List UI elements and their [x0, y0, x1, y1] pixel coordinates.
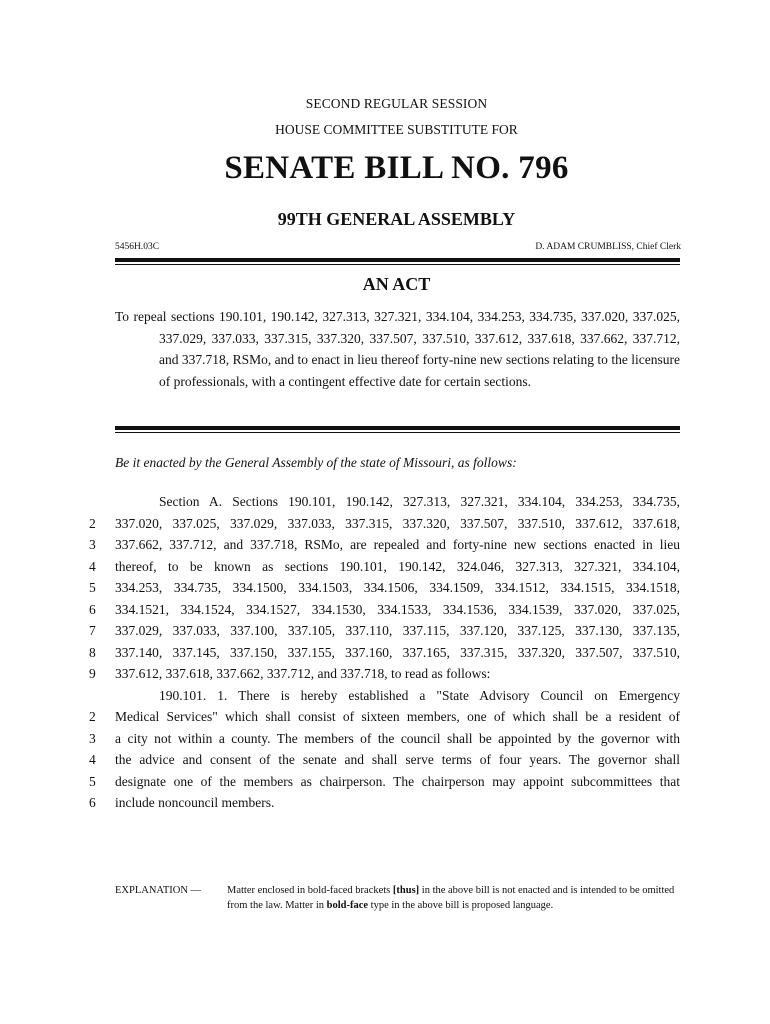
bill-line: [0, 577, 770, 599]
bill-line: [0, 792, 770, 814]
bill-line: [0, 771, 770, 793]
line-number: 8: [89, 644, 96, 660]
line-text: a city not within a county. The members of the council shall be appointed by the governor with: [115, 730, 680, 746]
bill-line: [0, 534, 770, 556]
purpose-rule-thin: [115, 432, 680, 433]
bold-face-example: bold-face: [326, 900, 369, 911]
line-text: include noncouncil members.: [115, 795, 275, 810]
line-text: 337.662, 337.712, and 337.718, RSMo, are repealed and forty-nine new sections enacted in lieu: [115, 537, 680, 552]
session-heading: SECOND REGULAR SESSION: [305, 96, 488, 111]
explanation-text: Matter enclosed in bold-faced brackets [thus] in the above bill is not enacted and is intended to be omitted from the law. Matter in bold-face type in the above bill is proposed language.: [227, 885, 675, 911]
line-number: 3: [89, 537, 96, 552]
bill-line: [0, 663, 770, 685]
line-text: 190.101. 1. There is hereby established a "State Advisory Council on Emergency: [159, 687, 680, 703]
header-rule-thick: [115, 258, 680, 262]
bill-line: [0, 728, 770, 750]
assembly-heading: 99TH GENERAL ASSEMBLY: [277, 209, 516, 229]
line-number: 6: [89, 601, 96, 617]
bill-line: [0, 599, 770, 621]
act-heading: AN ACT: [362, 274, 431, 294]
chief-clerk: D. ADAM CRUMBLISS, Chief Clerk: [535, 242, 681, 252]
bill-line: [0, 706, 770, 728]
line-text: 337.020, 337.025, 337.029, 337.033, 337.315, 337.320, 337.507, 337.510, 337.612, 337.618,: [115, 515, 680, 531]
line-text: 337.029, 337.033, 337.100, 337.105, 337.110, 337.115, 337.120, 337.125, 337.130, 337.135,: [115, 623, 680, 638]
bill-line: [0, 685, 770, 707]
line-number: 2: [89, 515, 96, 531]
bill-line: [0, 749, 770, 771]
line-text: 337.612, 337.618, 337.662, 337.712, and 337.718, to read as follows:: [115, 666, 491, 681]
line-number: 3: [89, 730, 96, 746]
line-text: Section A. Sections 190.101, 190.142, 327.313, 327.321, 334.104, 334.253, 334.735,: [159, 494, 680, 509]
bill-line: [0, 513, 770, 535]
line-number: 9: [89, 666, 96, 681]
bill-line: [0, 491, 770, 513]
line-text: 334.1521, 334.1524, 334.1527, 334.1530, 334.1533, 334.1536, 334.1539, 337.020, 337.025,: [115, 601, 680, 617]
line-number: 2: [89, 709, 96, 724]
line-number: 5: [89, 580, 96, 595]
document-code: 5456H.03C: [115, 242, 160, 252]
line-number: 7: [89, 623, 96, 638]
bill-line: [0, 556, 770, 578]
line-text: 334.253, 334.735, 334.1500, 334.1503, 334.1506, 334.1509, 334.1512, 334.1515, 334.1518,: [115, 580, 680, 595]
line-text: the advice and consent of the senate and shall serve terms of four years. The governor shall: [115, 752, 680, 767]
bill-title: SENATE BILL NO. 796: [224, 150, 569, 186]
bracket-example: [thus]: [392, 885, 420, 896]
line-text: Medical Services" which shall consist of sixteen members, one of which shall be a resident of: [115, 709, 680, 724]
line-text: thereof, to be known as sections 190.101, 190.142, 324.046, 327.313, 327.321, 334.104,: [115, 558, 680, 574]
bill-line: [0, 620, 770, 642]
enacting-clause: Be it enacted by the General Assembly of the state of Missouri, as follows:: [115, 455, 517, 470]
line-text: designate one of the members as chairperson. The chairperson may appoint subcommittees that: [115, 773, 680, 789]
purpose-rule-thick: [115, 426, 680, 430]
line-text: 337.140, 337.145, 337.150, 337.155, 337.160, 337.165, 337.315, 337.320, 337.507, 337.510,: [115, 644, 680, 660]
bill-body: [0, 491, 770, 814]
explanation-label: EXPLANATION —: [115, 885, 202, 896]
line-number: 4: [89, 558, 96, 574]
bill-line: [0, 642, 770, 664]
substitute-heading: HOUSE COMMITTEE SUBSTITUTE FOR: [275, 122, 518, 137]
header-rule-thin: [115, 264, 680, 265]
line-number: 4: [89, 752, 96, 767]
line-number: 6: [89, 795, 96, 810]
act-purpose: To repeal sections 190.101, 190.142, 327.313, 327.321, 334.104, 334.253, 334.735, 337.020, 337.025, 337.029, 337.033, 337.315, 337.320, 337.507, 337.510, 337.612, 337.618, 337.662, 337.712, and 337.718, RSMo, and to enact in lieu thereof forty-nine new sections relating to the licensure of professionals, with a contingent effective date for certain sections.: [115, 309, 680, 389]
line-number: 5: [89, 773, 96, 789]
